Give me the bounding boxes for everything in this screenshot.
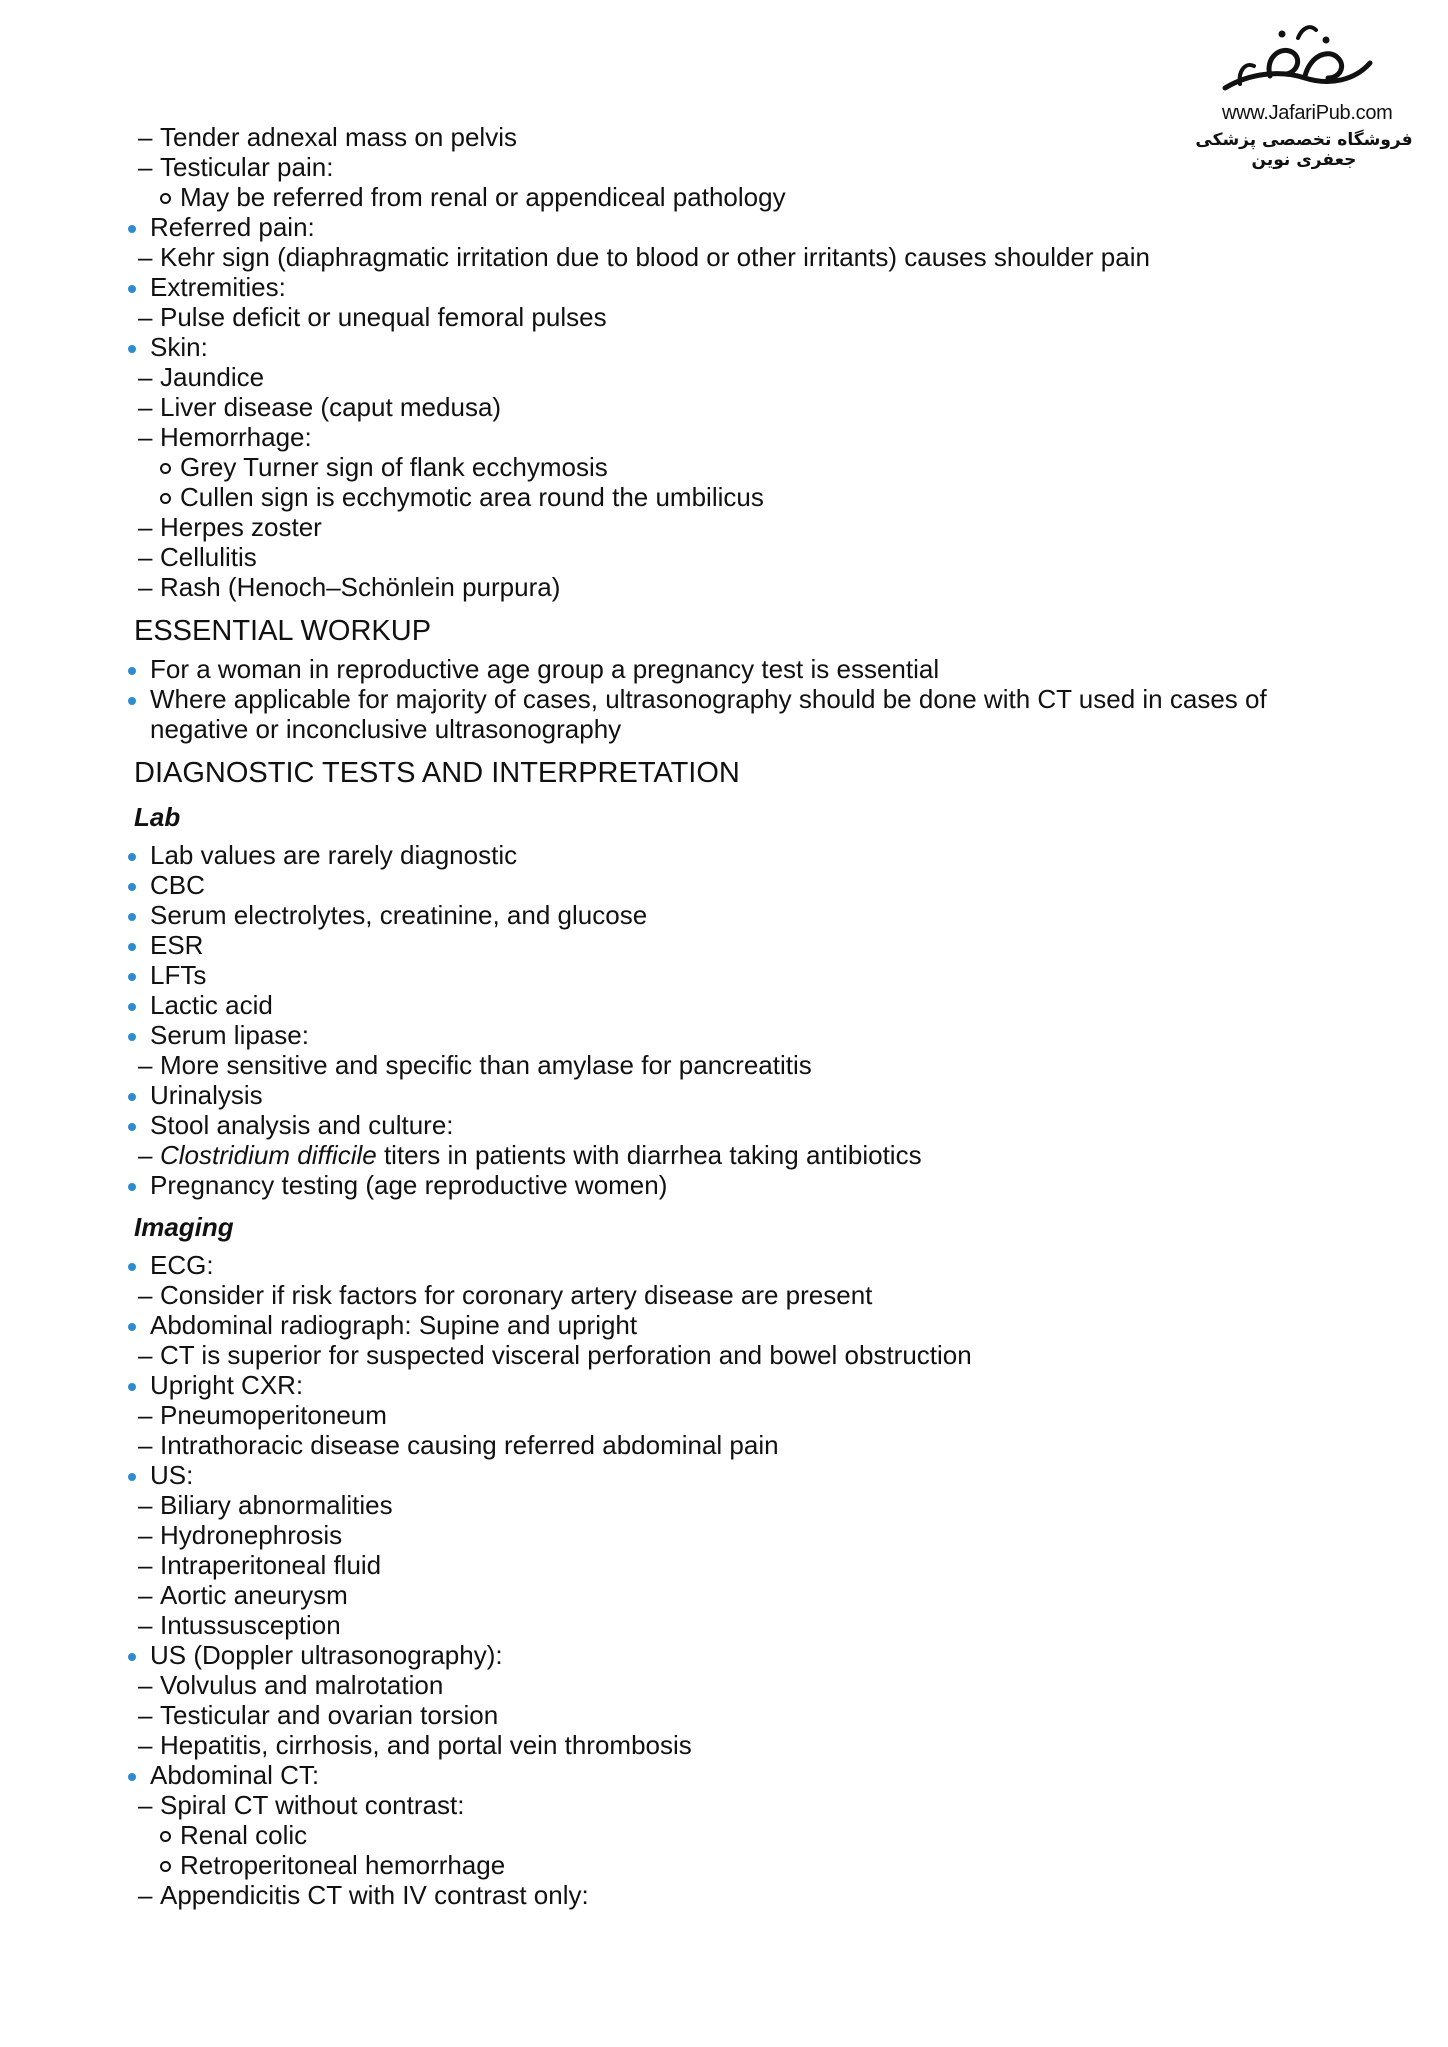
bullet-item xyxy=(130,1310,1320,1340)
item-text: Extremities: xyxy=(150,272,286,302)
item-text: Retroperitoneal hemorrhage xyxy=(180,1850,506,1880)
item-text: CT is superior for suspected visceral perforation and bowel obstruction xyxy=(160,1340,972,1370)
item-text: Serum electrolytes, creatinine, and glucose xyxy=(150,900,648,930)
dash-subitem xyxy=(130,1550,1320,1580)
bullet-item xyxy=(130,1760,1320,1790)
jafari-calligraphy-logo-icon xyxy=(1210,18,1380,98)
organism-name: Clostridium difficile xyxy=(160,1140,377,1170)
item-text: Hydronephrosis xyxy=(160,1520,343,1550)
item-text: For a woman in reproductive age group a pregnancy test is essential xyxy=(150,654,940,684)
dash-subitem xyxy=(130,1790,1320,1820)
dash-subitem xyxy=(130,1430,1320,1460)
bullet-item xyxy=(130,1110,1320,1140)
section-heading-essential-workup: ESSENTIAL WORKUP xyxy=(134,615,432,647)
dash-subitem xyxy=(130,1880,1320,1910)
item-text: Hepatitis, cirrhosis, and portal vein thrombosis xyxy=(160,1730,692,1760)
item-text: Abdominal radiograph: Supine and upright xyxy=(150,1310,638,1340)
item-text: Intussusception xyxy=(160,1610,341,1640)
item-text: Cullen sign is ecchymotic area round the umbilicus xyxy=(180,482,764,512)
dash-subitem xyxy=(130,1580,1320,1610)
item-text: US (Doppler ultrasonography): xyxy=(150,1640,503,1670)
subsection-heading-lab: Lab xyxy=(134,802,181,832)
item-text: Herpes zoster xyxy=(160,512,322,542)
dash-subitem xyxy=(130,1140,1320,1170)
lab-list xyxy=(130,840,1320,1200)
dash-subitem xyxy=(130,152,1320,182)
item-text: US: xyxy=(150,1460,194,1490)
dash-subitem xyxy=(130,122,1320,152)
document-body xyxy=(130,122,1320,1910)
dash-subitem xyxy=(130,1670,1320,1700)
bullet-item xyxy=(130,900,1320,930)
circle-subitem xyxy=(130,452,1320,482)
item-text: Intrathoracic disease causing referred abdominal pain xyxy=(160,1430,779,1460)
item-text: Lab values are rarely diagnostic xyxy=(150,840,518,870)
circle-subitem xyxy=(130,482,1320,512)
item-text: Aortic aneurysm xyxy=(160,1580,348,1610)
bullet-item xyxy=(130,1370,1320,1400)
item-text: Rash (Henoch–Schönlein purpura) xyxy=(160,572,561,602)
item-text: Jaundice xyxy=(160,362,265,392)
dash-subitem xyxy=(130,1520,1320,1550)
dash-subitem xyxy=(130,1490,1320,1520)
bullet-item xyxy=(130,930,1320,960)
dash-subitem xyxy=(130,572,1320,602)
item-text: Cellulitis xyxy=(160,542,257,572)
bullet-item xyxy=(130,684,1320,744)
item-text: Intraperitoneal fluid xyxy=(160,1550,382,1580)
item-text: Abdominal CT: xyxy=(150,1760,320,1790)
item-text: LFTs xyxy=(150,960,207,990)
bullet-item xyxy=(130,654,1320,684)
dash-subitem xyxy=(130,1340,1320,1370)
circle-subitem xyxy=(130,182,1320,212)
item-text: Testicular pain: xyxy=(160,152,334,182)
dash-subitem xyxy=(130,512,1320,542)
item-text: ESR xyxy=(150,930,204,960)
item-text: Consider if risk factors for coronary artery disease are present xyxy=(160,1280,873,1310)
intro-list xyxy=(130,122,1320,602)
item-text: Liver disease (caput medusa) xyxy=(160,392,502,422)
item-text: Pregnancy testing (age reproductive women) xyxy=(150,1170,668,1200)
bullet-item xyxy=(130,272,1320,302)
item-text: Pulse deficit or unequal femoral pulses xyxy=(160,302,607,332)
item-text: Upright CXR: xyxy=(150,1370,304,1400)
item-text: More sensitive and specific than amylase for pancreatitis xyxy=(160,1050,812,1080)
item-text: Hemorrhage: xyxy=(160,422,312,452)
section-heading-diagnostic-tests: DIAGNOSTIC TESTS AND INTERPRETATION xyxy=(134,757,740,789)
item-text: Stool analysis and culture: xyxy=(150,1110,454,1140)
item-text: Tender adnexal mass on pelvis xyxy=(160,122,517,152)
dash-subitem xyxy=(130,1280,1320,1310)
item-text: Testicular and ovarian torsion xyxy=(160,1700,499,1730)
item-text: Renal colic xyxy=(180,1820,308,1850)
item-text: Referred pain: xyxy=(150,212,315,242)
item-text: Pneumoperitoneum xyxy=(160,1400,387,1430)
bullet-item xyxy=(130,960,1320,990)
item-text: Spiral CT without contrast: xyxy=(160,1790,465,1820)
bullet-item xyxy=(130,1250,1320,1280)
essential-workup-list xyxy=(130,654,1320,744)
bullet-item xyxy=(130,1020,1320,1050)
circle-subitem xyxy=(130,1820,1320,1850)
publisher-url[interactable]: www.JafariPub.com xyxy=(1222,102,1393,124)
bullet-item xyxy=(130,1460,1320,1490)
bullet-item xyxy=(130,1640,1320,1670)
bullet-item xyxy=(130,212,1320,242)
dash-subitem xyxy=(130,1610,1320,1640)
dash-subitem xyxy=(130,302,1320,332)
dash-subitem xyxy=(130,1400,1320,1430)
bullet-item xyxy=(130,840,1320,870)
item-text: Biliary abnormalities xyxy=(160,1490,393,1520)
dash-subitem xyxy=(130,542,1320,572)
bullet-item xyxy=(130,1080,1320,1110)
item-text: Skin: xyxy=(150,332,208,362)
dash-subitem xyxy=(130,1050,1320,1080)
item-text: Urinalysis xyxy=(150,1080,263,1110)
subsection-heading-imaging: Imaging xyxy=(134,1212,234,1242)
bullet-item xyxy=(130,870,1320,900)
bullet-item xyxy=(130,990,1320,1020)
dash-subitem xyxy=(130,242,1320,272)
item-text: CBC xyxy=(150,870,205,900)
dash-subitem xyxy=(130,1700,1320,1730)
item-text: May be referred from renal or appendiceal pathology xyxy=(180,182,786,212)
item-text: Volvulus and malrotation xyxy=(160,1670,444,1700)
item-text: Lactic acid xyxy=(150,990,273,1020)
item-text: ECG: xyxy=(150,1250,214,1280)
item-text: Appendicitis CT with IV contrast only: xyxy=(160,1880,589,1910)
publisher-tagline: فروشگاه تخصصی پزشکی جعفری نوین xyxy=(1195,130,1413,170)
imaging-list xyxy=(130,1250,1320,1910)
item-text: Kehr sign (diaphragmatic irritation due to blood or other irritants) causes shoulder pain xyxy=(160,242,1150,272)
dash-subitem xyxy=(130,392,1320,422)
item-text: Grey Turner sign of flank ecchymosis xyxy=(180,452,608,482)
dash-subitem xyxy=(130,362,1320,392)
dash-subitem xyxy=(130,1730,1320,1760)
item-text: titers in patients with diarrhea taking antibiotics xyxy=(376,1140,922,1170)
circle-subitem xyxy=(130,1850,1320,1880)
bullet-item xyxy=(130,332,1320,362)
dash-subitem xyxy=(130,422,1320,452)
item-text: Serum lipase: xyxy=(150,1020,309,1050)
bullet-item xyxy=(130,1170,1320,1200)
item-text: Where applicable for majority of cases, ultrasonography should be done with CT used in cases of negative or inconclusive ultrasonography xyxy=(150,684,1267,744)
